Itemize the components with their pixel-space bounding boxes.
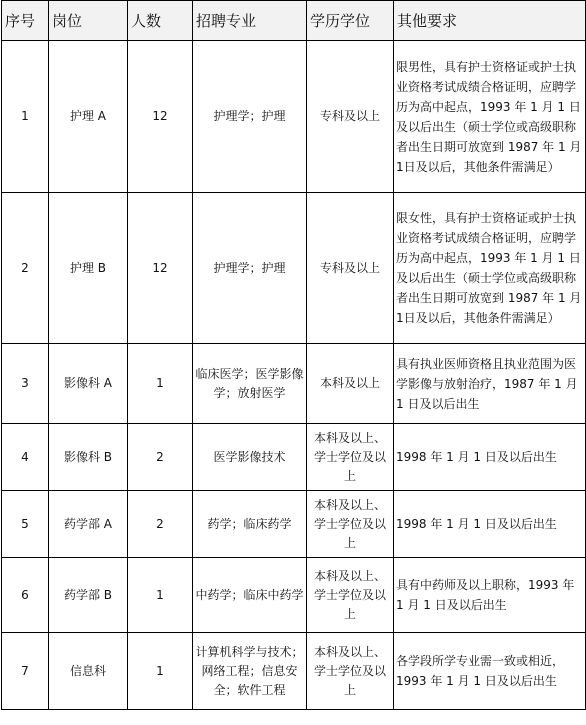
cell-position: 药学部 A xyxy=(49,491,128,558)
cell-position: 影像科 A xyxy=(49,344,128,424)
table-row xyxy=(2,633,586,710)
header-position: 岗位 xyxy=(49,1,128,41)
cell-serial: 7 xyxy=(2,633,49,710)
cell-education: 本科及以上、学士学位及以上 xyxy=(307,558,394,633)
cell-serial: 6 xyxy=(2,558,49,633)
cell-major: 药学；临床药学 xyxy=(193,491,307,558)
cell-requirement: 限女性，具有护士资格证或护士执业资格考试成绩合格证明，应聘学历为高中起点，1993 年 1 月 1 日及以后出生（硕士学位或高级职称者出生日期可放宽到 1987 年 1 月 1日及以后，其他条件需满足） xyxy=(394,193,586,344)
cell-education: 本科及以上、学士学位及以上 xyxy=(307,633,394,710)
cell-position: 信息科 xyxy=(49,633,128,710)
cell-major: 护理学；护理 xyxy=(193,41,307,193)
cell-serial: 4 xyxy=(2,424,49,491)
cell-count: 12 xyxy=(128,193,193,344)
cell-position: 影像科 B xyxy=(49,424,128,491)
table-row xyxy=(2,558,586,633)
header-count: 人数 xyxy=(128,1,193,41)
table-row xyxy=(2,491,586,558)
header-serial: 序号 xyxy=(2,1,49,41)
cell-position: 护理 B xyxy=(49,193,128,344)
cell-position: 护理 A xyxy=(49,41,128,193)
cell-major: 医学影像技术 xyxy=(193,424,307,491)
recruitment-table xyxy=(1,0,586,710)
cell-requirement: 具有执业医师资格且执业范围为医学影像与放射治疗，1987 年 1 月 1 日及以后出生 xyxy=(394,344,586,424)
cell-serial: 5 xyxy=(2,491,49,558)
header-requirement: 其他要求 xyxy=(394,1,586,41)
cell-requirement: 1998 年 1 月 1 日及以后出生 xyxy=(394,424,586,491)
cell-education: 专科及以上 xyxy=(307,193,394,344)
table-row xyxy=(2,193,586,344)
cell-major: 临床医学；医学影像学；放射医学 xyxy=(193,344,307,424)
cell-requirement: 各学段所学专业需一致或相近，1993 年 1 月 1 日及以后出生 xyxy=(394,633,586,710)
header-row xyxy=(2,1,586,41)
cell-count: 1 xyxy=(128,344,193,424)
cell-requirement: 具有中药师及以上职称，1993 年 1 月 1 日及以后出生 xyxy=(394,558,586,633)
cell-education: 本科及以上、学士学位及以上 xyxy=(307,424,394,491)
cell-major: 中药学；临床中药学 xyxy=(193,558,307,633)
cell-education: 本科及以上 xyxy=(307,344,394,424)
table-row xyxy=(2,344,586,424)
header-major: 招聘专业 xyxy=(193,1,307,41)
cell-serial: 3 xyxy=(2,344,49,424)
table-row xyxy=(2,41,586,193)
cell-requirement: 1998 年 1 月 1 日及以后出生 xyxy=(394,491,586,558)
cell-major: 计算机科学与技术；网络工程；信息安全；软件工程 xyxy=(193,633,307,710)
cell-count: 1 xyxy=(128,558,193,633)
header-education: 学历学位 xyxy=(307,1,394,41)
cell-major: 护理学；护理 xyxy=(193,193,307,344)
table-row xyxy=(2,424,586,491)
cell-count: 12 xyxy=(128,41,193,193)
cell-count: 2 xyxy=(128,424,193,491)
cell-count: 1 xyxy=(128,633,193,710)
cell-serial: 2 xyxy=(2,193,49,344)
cell-requirement: 限男性，具有护士资格证或护士执业资格考试成绩合格证明，应聘学历为高中起点，1993 年 1 月 1 日及以后出生（硕士学位或高级职称者出生日期可放宽到 1987 年 1 月 1日及以后，其他条件需满足） xyxy=(394,41,586,193)
cell-education: 本科及以上、学士学位及以上 xyxy=(307,491,394,558)
cell-education: 专科及以上 xyxy=(307,41,394,193)
cell-position: 药学部 B xyxy=(49,558,128,633)
cell-serial: 1 xyxy=(2,41,49,193)
cell-count: 2 xyxy=(128,491,193,558)
